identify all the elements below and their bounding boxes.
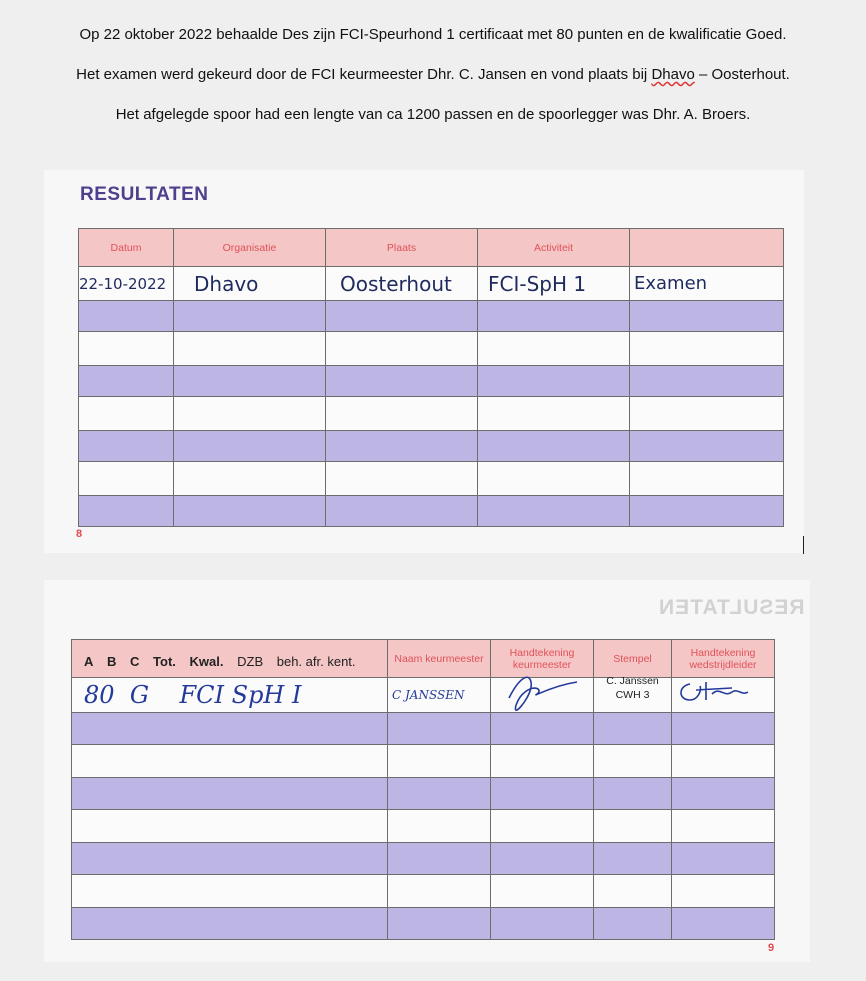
page-edge-mark bbox=[803, 536, 804, 554]
stamp-name: C. Janssen bbox=[606, 675, 659, 687]
entry-plaats: Oosterhout bbox=[326, 267, 478, 301]
page-number: 9 bbox=[768, 942, 775, 954]
col-datum: Datum bbox=[79, 229, 174, 267]
table-row bbox=[72, 810, 775, 843]
table-row bbox=[79, 496, 784, 527]
label-dzb: DZB bbox=[237, 654, 264, 669]
table-row bbox=[79, 267, 784, 301]
table-row bbox=[79, 332, 784, 366]
intro-line-2-start: Het examen werd gekeurd door de FCI keurmeester Dhr. C. Jansen en vond plaats bij bbox=[76, 66, 652, 83]
col-organisatie: Organisatie bbox=[174, 229, 326, 267]
entry-activiteit: FCI-SpH 1 bbox=[478, 267, 630, 301]
col-stempel: Stempel bbox=[594, 640, 672, 678]
label-kwal: Kwal. bbox=[189, 654, 224, 669]
intro-line-1: Op 22 oktober 2022 behaalde Des zijn FCI-Speurhond 1 certificaat met 80 punten en de kwalificatie Goed. bbox=[79, 26, 787, 43]
table-row bbox=[72, 843, 775, 875]
intro-line-3: Het afgelegde spoor had een lengte van ca 1200 passen en de spoorlegger was Dhr. A. Broers. bbox=[115, 106, 751, 123]
table-row bbox=[79, 431, 784, 462]
label-beh-afr-kent: beh. afr. kent. bbox=[276, 654, 356, 669]
entry-organisatie: Dhavo bbox=[174, 267, 326, 301]
official-stamp bbox=[594, 675, 672, 713]
table-row bbox=[79, 462, 784, 496]
col-naam-keurmeester: Naam keurmeester bbox=[388, 640, 491, 678]
table-row bbox=[79, 366, 784, 397]
col-handtekening-wedstrijdleider: Handtekening wedstrijdleider bbox=[672, 640, 775, 678]
judge-signature-cell bbox=[491, 678, 594, 713]
col-extra bbox=[630, 229, 784, 267]
col-plaats: Plaats bbox=[326, 229, 478, 267]
entry-kwal: G bbox=[129, 681, 149, 709]
label-tot: Tot. bbox=[153, 654, 176, 669]
col-handtekening-keurmeester: Handtekening keurmeester bbox=[491, 640, 594, 678]
table-row bbox=[72, 875, 775, 908]
mirrored-heading: RESULTATEN bbox=[657, 596, 804, 619]
judge-signature bbox=[491, 668, 591, 712]
entry-datum: 22-10-2022 bbox=[79, 267, 174, 301]
entry-scores bbox=[72, 678, 388, 713]
label-b: B bbox=[107, 654, 117, 669]
leader-signature-cell bbox=[672, 678, 775, 713]
intro-line-2 bbox=[0, 66, 866, 83]
entry-extra: Examen bbox=[630, 267, 784, 301]
results-header-row bbox=[79, 229, 784, 267]
table-row bbox=[72, 778, 775, 810]
label-c: C bbox=[130, 654, 140, 669]
intro-line-2-end: – Oosterhout. bbox=[694, 66, 790, 83]
table-row bbox=[72, 713, 775, 745]
booklet-page-9 bbox=[44, 580, 810, 962]
entry-keurmeester: C JANSSEN bbox=[388, 678, 491, 713]
label-a: A bbox=[84, 654, 94, 669]
table-row bbox=[72, 678, 775, 713]
table-row bbox=[72, 908, 775, 940]
stamp-code: CWH 3 bbox=[615, 689, 650, 701]
table-row bbox=[79, 397, 784, 431]
booklet-page-8 bbox=[44, 170, 804, 553]
entry-activity: FCI SpH I bbox=[179, 681, 302, 709]
table-row bbox=[79, 301, 784, 332]
page-number: 8 bbox=[76, 528, 83, 540]
entry-score: 80 bbox=[84, 681, 115, 709]
results-heading: RESULTATEN bbox=[80, 184, 209, 205]
results-table bbox=[78, 228, 784, 527]
judging-table bbox=[71, 639, 775, 940]
spellcheck-word: Dhavo bbox=[651, 66, 695, 83]
table-row bbox=[72, 745, 775, 778]
leader-signature bbox=[672, 676, 772, 706]
col-activiteit: Activiteit bbox=[478, 229, 630, 267]
score-labels bbox=[84, 654, 366, 669]
